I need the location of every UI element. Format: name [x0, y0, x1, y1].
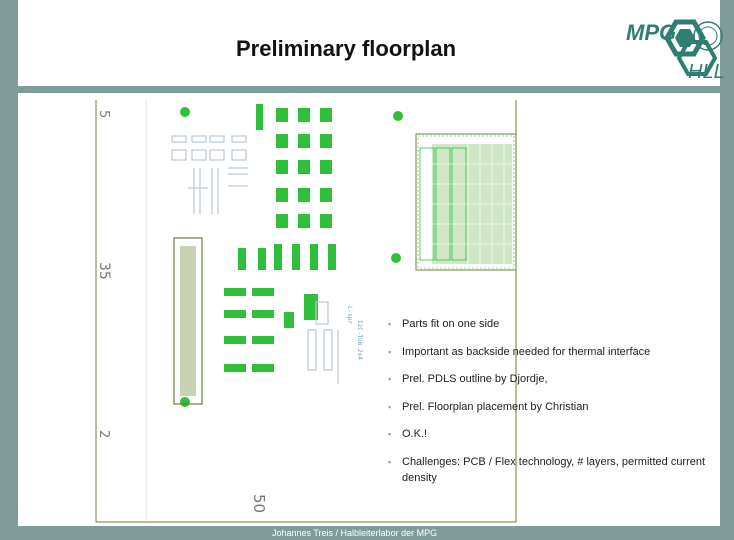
logo-hll-text: HLL — [688, 61, 725, 83]
part-label: L-spr — [346, 306, 353, 325]
bullet-item: ▪ Prel. Floorplan placement by Christian — [388, 399, 718, 415]
component-cluster — [224, 104, 336, 372]
dimension-top: 5 — [96, 110, 111, 119]
mpg-hll-logo — [624, 12, 734, 84]
title-divider — [18, 86, 720, 93]
slide — [18, 0, 725, 540]
mount-hole — [393, 111, 403, 121]
mount-hole — [391, 253, 401, 263]
footer-text: Johannes Treis / Halbleiterlabor der MPG — [272, 528, 438, 538]
dimension-bottom-left: 2 — [96, 430, 111, 439]
pad-grid — [172, 136, 248, 214]
bullet-list — [388, 316, 718, 497]
bullet-item: ▪ O.K.! — [388, 426, 718, 442]
bullet-item: ▪ Challenges: PCB / Flex technology, # layers, permitted current density — [388, 454, 718, 486]
dimension-left: 35 — [96, 262, 112, 280]
dimension-bottom: 50 — [250, 494, 268, 514]
bullet-item: ▪ Important as backside needed for thermal interface — [388, 344, 718, 360]
mount-hole — [180, 397, 190, 407]
part-label: I2C-TO8 2x4 — [356, 320, 363, 360]
logo-mpg-text: MPG — [626, 20, 677, 45]
bullet-item: ▪ Prel. PDLS outline by Djordje, — [388, 371, 718, 387]
mount-hole — [180, 107, 190, 117]
slide-title: Preliminary floorplan — [236, 36, 457, 61]
connector-pins — [180, 246, 196, 396]
bullet-item: ▪ Parts fit on one side — [388, 316, 718, 332]
